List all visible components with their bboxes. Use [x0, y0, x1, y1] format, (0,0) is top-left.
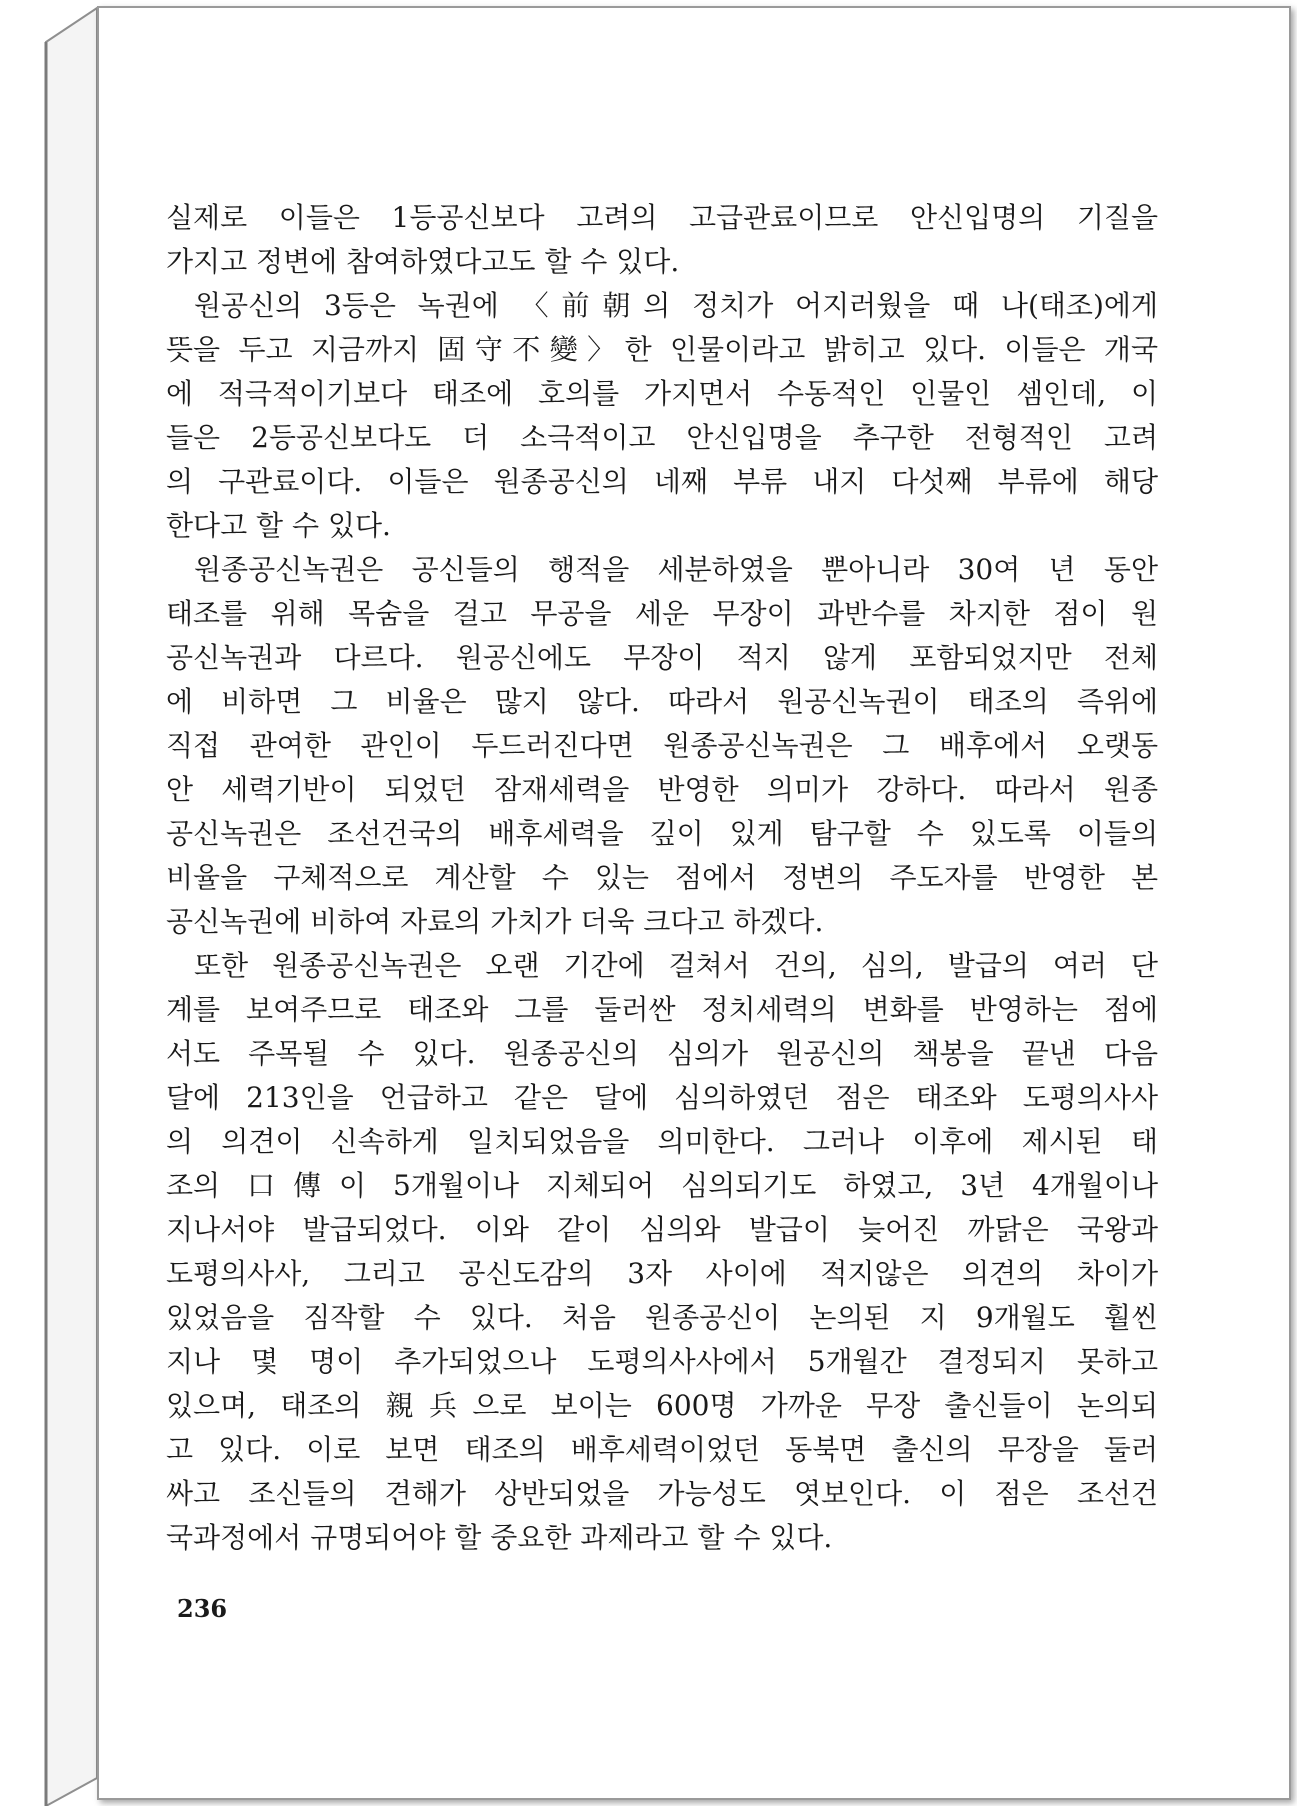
text-line: 공신녹권과 다르다. 원공신에도 무장이 적지 않게 포함되었지만 전체	[166, 641, 1158, 674]
text-line: 서도 주목될 수 있다. 원종공신의 심의가 원공신의 책봉을 끝낸 다음	[166, 1037, 1158, 1070]
text-line: 싸고 조신들의 견해가 상반되었을 가능성도 엿보인다. 이 점은 조선건	[166, 1477, 1158, 1510]
text-line: 직접 관여한 관인이 두드러진다면 원종공신녹권은 그 배후에서 오랫동	[166, 729, 1158, 762]
text-line: 원종공신녹권은 공신들의 행적을 세분하였을 뿐아니라 30여 년 동안	[194, 553, 1158, 586]
text-line: 한다고 할 수 있다.	[166, 509, 391, 542]
paragraph	[166, 196, 1158, 284]
text-line: 있었음을 짐작할 수 있다. 처음 원종공신이 논의된 지 9개월도 훨씬	[166, 1301, 1158, 1334]
text-line: 달에 213인을 언급하고 같은 달에 심의하였던 점은 태조와 도평의사사	[166, 1081, 1158, 1114]
text-line: 지나서야 발급되었다. 이와 같이 심의와 발급이 늦어진 까닭은 국왕과	[166, 1213, 1158, 1246]
text-line: 뜻을 두고 지금까지 固守不變〉한 인물이라고 밝히고 있다. 이들은 개국	[166, 333, 1158, 366]
text-line: 또한 원종공신녹권은 오랜 기간에 걸쳐서 건의, 심의, 발급의 여러 단	[194, 949, 1158, 982]
text-line: 국과정에서 규명되어야 할 중요한 과제라고 할 수 있다.	[166, 1521, 833, 1554]
text-line: 원공신의 3등은 녹권에 〈前朝의 정치가 어지러웠을 때 나(태조)에게	[194, 289, 1158, 322]
paragraph	[166, 548, 1158, 944]
text-line: 고 있다. 이로 보면 태조의 배후세력이었던 동북면 출신의 무장을 둘러	[166, 1433, 1158, 1466]
text-line: 실제로 이들은 1등공신보다 고려의 고급관료이므로 안신입명의 기질을	[166, 201, 1158, 234]
text-line: 들은 2등공신보다도 더 소극적이고 안신입명을 추구한 전형적인 고려	[166, 421, 1158, 454]
body-text	[166, 196, 1158, 1560]
text-line: 계를 보여주므로 태조와 그를 둘러싼 정치세력의 변화를 반영하는 점에	[166, 993, 1158, 1026]
text-line: 태조를 위해 목숨을 걸고 무공을 세운 무장이 과반수를 차지한 점이 원	[166, 597, 1158, 630]
paragraph	[166, 284, 1158, 548]
text-line: 의 구관료이다. 이들은 원종공신의 네째 부류 내지 다섯째 부류에 해당	[166, 465, 1158, 498]
text-line: 의 의견이 신속하게 일치되었음을 의미한다. 그러나 이후에 제시된 태	[166, 1125, 1158, 1158]
text-line: 가지고 정변에 참여하였다고도 할 수 있다.	[166, 245, 680, 278]
text-line: 공신녹권은 조선건국의 배후세력을 깊이 있게 탐구할 수 있도록 이들의	[166, 817, 1158, 850]
text-line: 비율을 구체적으로 계산할 수 있는 점에서 정변의 주도자를 반영한 본	[166, 861, 1158, 894]
text-line: 에 적극적이기보다 태조에 호의를 가지면서 수동적인 인물인 셈인데, 이	[166, 377, 1158, 410]
text-line: 안 세력기반이 되었던 잠재세력을 반영한 의미가 강하다. 따라서 원종	[166, 773, 1158, 806]
text-line: 도평의사사, 그리고 공신도감의 3자 사이에 적지않은 의견의 차이가	[166, 1257, 1158, 1290]
text-line: 조의 口傳이 5개월이나 지체되어 심의되기도 하였고, 3년 4개월이나	[166, 1169, 1158, 1202]
text-line: 있으며, 태조의 親兵으로 보이는 600명 가까운 무장 출신들이 논의되	[166, 1389, 1158, 1422]
text-line: 지나 몇 명이 추가되었으나 도평의사사에서 5개월간 결정되지 못하고	[166, 1345, 1158, 1378]
text-line: 공신녹권에 비하여 자료의 가치가 더욱 크다고 하겠다.	[166, 905, 824, 938]
paragraph	[166, 944, 1158, 1560]
text-line: 에 비하면 그 비율은 많지 않다. 따라서 원공신녹권이 태조의 즉위에	[166, 685, 1158, 718]
book-side-face	[46, 8, 97, 1806]
page-number: 236	[177, 1594, 228, 1623]
